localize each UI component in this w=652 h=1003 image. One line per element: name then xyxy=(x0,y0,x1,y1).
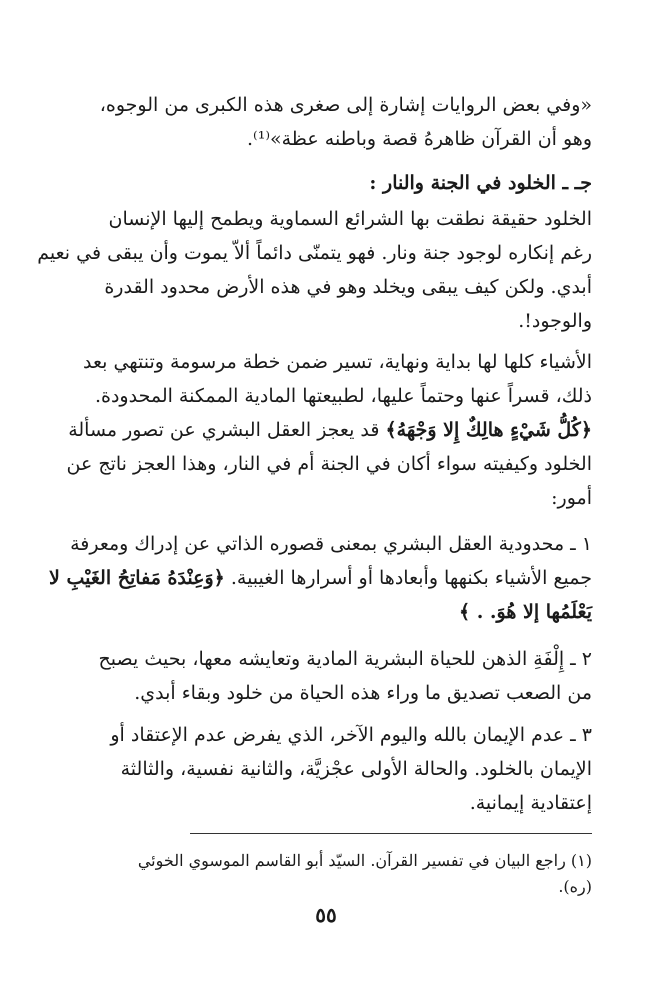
quran-verse-2-part2: يَعْلَمُها إلا هُوَ. . ﴾ xyxy=(458,601,592,623)
paragraph2-line-3 xyxy=(68,413,592,447)
item1-line-1: ١ ـ محدودية العقل البشري بمعنى قصوره الذاتي عن إدراك ومعرفة xyxy=(70,533,592,555)
quran-verse-2-part1: ﴿وَعِنْدَهُ مَفاتِحُ الغَيْبِ لا xyxy=(49,567,225,589)
section-heading: جـ ـ الخلود في الجنة والنار : xyxy=(369,172,592,194)
footnote: (١) راجع البيان في تفسير القرآن. السيّد أبو القاسم الموسوي الخوئي (ره). xyxy=(137,851,592,896)
quran-verse-1: ﴿كُلُّ شَيْءٍ هالِكٌ إِلا وَجْهَهُ﴾ xyxy=(385,419,592,441)
paragraph1-line-3: أبدي. ولكن كيف يبقى ويخلد وهو في هذه الأرض محدود القدرة xyxy=(104,276,592,298)
list-item-3 xyxy=(100,718,592,820)
quote-line-1: «وفي بعض الروايات إشارة إلى صغرى هذه الكبرى من الوجوه، xyxy=(99,94,592,116)
item2-line-2: من الصعب تصديق ما وراء هذه الحياة من خلود وبقاء أبدي. xyxy=(134,682,592,704)
quote-paragraph xyxy=(100,88,592,156)
paragraph2-line-1: الأشياء كلها لها بداية ونهاية، تسير ضمن خطة مرسومة وتنتهي بعد xyxy=(82,351,592,373)
item3-line-2: الإيمان بالخلود. والحالة الأولى عجْزيَّة، والثانية نفسية، والثالثة xyxy=(120,758,592,780)
paragraph2-line-5: أمور: xyxy=(551,487,592,509)
section-heading-block xyxy=(100,166,592,200)
paragraph1-line-4: والوجود!. xyxy=(518,310,592,332)
list-item-1 xyxy=(49,527,592,629)
paragraph1-line-2: رغم إنكاره لوجود جنة ونار. فهو يتمنّى دائماً ألاّ يموت وأن يبقى في نعيم xyxy=(37,242,592,264)
paragraph2-line-2: ذلك، قسراً عنها وحتماً عليها، لطبيعتها المادية الممكنة المحدودة. xyxy=(94,385,592,407)
item2-line-1: ٢ ـ إِلْفَةِ الذهن للحياة البشرية المادية وتعايشه معها، بحيث يصبح xyxy=(98,648,592,670)
item3-line-1: ٣ ـ عدم الإيمان بالله واليوم الآخر، الذي يفرض عدم الإعتقاد أو xyxy=(110,724,592,746)
item1-line-2-text: جميع الأشياء بكنهها وأبعادها أو أسرارها الغيبية. xyxy=(230,567,592,589)
paragraph2-line-4: الخلود وكيفيته سواء أكان في الجنة أم في النار، وهذا العجز ناتج عن xyxy=(66,453,592,475)
paragraph-eternity xyxy=(37,202,592,338)
item1-line-2 xyxy=(49,561,592,595)
list-item-2 xyxy=(100,642,592,710)
footnote-divider xyxy=(190,833,592,834)
quote-line-2: وهو أن القرآن ظاهرهُ قصة وباطنه عظة»⁽¹⁾. xyxy=(246,128,592,150)
paragraph2-line-3-text: قد يعجز العقل البشري عن تصور مسألة xyxy=(68,419,380,441)
paragraph-things xyxy=(66,345,592,515)
paragraph1-line-1: الخلود حقيقة نطقت بها الشرائع السماوية ويطمح إليها الإنسان xyxy=(108,208,592,230)
item3-line-3: إعتقادية إيمانية. xyxy=(469,792,592,814)
page-number: ٥٥ xyxy=(315,903,337,927)
